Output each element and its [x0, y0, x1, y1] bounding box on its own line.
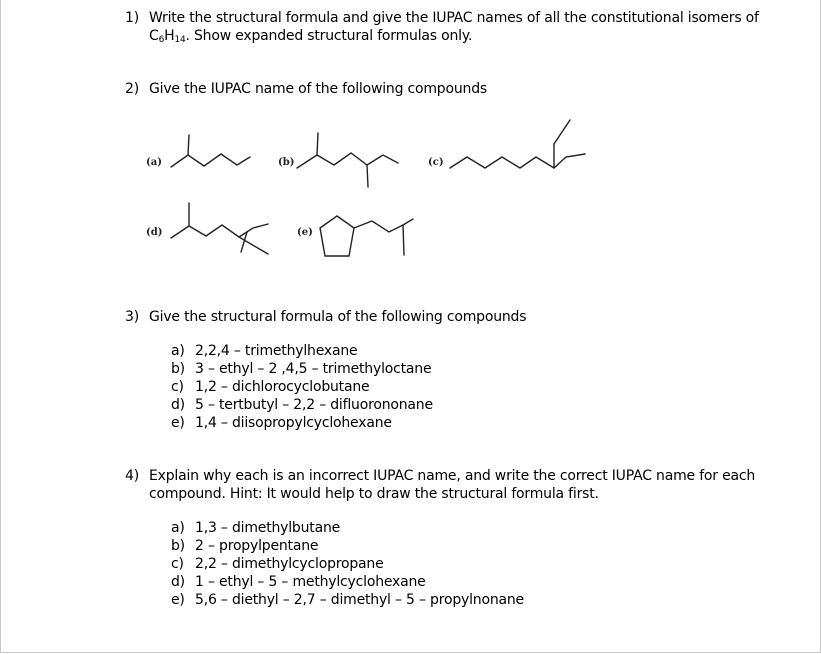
list-item-letter: b): [171, 538, 185, 554]
question-3-number: 3): [125, 309, 139, 325]
list-item-text: 2 – propylpentane: [195, 538, 319, 554]
formula-hydrogen-count: 14: [174, 35, 186, 45]
structure-e-side-chain: [354, 221, 403, 232]
question-4-list: [171, 519, 524, 609]
list-item: [171, 360, 433, 378]
list-item: [171, 519, 524, 537]
formula-hydrogen: H: [164, 28, 175, 44]
list-item-text: 1 – ethyl – 5 – methylcyclohexane: [195, 574, 426, 590]
structure-b-branch-top: [317, 133, 318, 155]
question-3-text: Give the structural formula of the following compounds: [149, 309, 527, 325]
list-item-text: 3 – ethyl – 2 ,4,5 – trimethyloctane: [195, 361, 432, 377]
list-item: [171, 342, 433, 360]
question-2-text: Give the IUPAC name of the following compounds: [149, 81, 487, 97]
structure-b-branch-bottom: [367, 165, 368, 187]
structure-b: [278, 133, 398, 187]
structure-c-branch-tip: [554, 120, 570, 144]
list-item: [171, 414, 433, 432]
formula-carbon-count: 6: [158, 35, 165, 45]
list-item-letter: d): [171, 397, 185, 413]
list-item-text: 1,4 – diisopropylcyclohexane: [195, 415, 392, 431]
list-item: [171, 378, 433, 396]
question-3: [125, 308, 725, 328]
list-item-text: 1,3 – dimethylbutane: [195, 520, 341, 536]
structure-e-branch-down: [403, 225, 404, 255]
list-item-letter: b): [171, 361, 185, 377]
list-item-letter: c): [171, 556, 184, 572]
question-3-list: [171, 342, 433, 432]
structure-d: [146, 203, 268, 254]
question-2-number: 2): [125, 81, 139, 97]
list-item: [171, 537, 524, 555]
list-item-letter: e): [171, 592, 185, 608]
structure-c-label: (c): [428, 157, 444, 168]
list-item-text: 2,2,4 – trimethylhexane: [195, 343, 358, 359]
list-item: [171, 396, 433, 414]
structure-d-label: (d): [146, 227, 163, 238]
structure-a-branch: [188, 135, 189, 155]
list-item-letter: a): [171, 520, 185, 536]
structure-c: [428, 120, 585, 168]
question-1-line-2-rest: . Show expanded structural formulas only.: [185, 28, 473, 44]
structure-b-label: (b): [278, 157, 295, 168]
structure-b-main-chain: [297, 153, 398, 168]
structure-e-cyclopentane-ring: [320, 216, 354, 256]
list-item-letter: a): [171, 343, 185, 359]
structure-a-main-chain: [171, 154, 250, 167]
list-item: [171, 555, 524, 573]
list-item-letter: d): [171, 574, 185, 590]
list-item-letter: c): [171, 379, 184, 395]
question-4-line-1: Explain why each is an incorrect IUPAC name, and write the correct IUPAC name for each: [149, 468, 756, 484]
list-item-text: 1,2 – dichlorocyclobutane: [195, 379, 370, 395]
question-4-number: 4): [125, 468, 139, 484]
structure-c-main-chain: [450, 154, 585, 168]
question-1-number: 1): [125, 10, 139, 26]
structure-a: [146, 135, 250, 168]
list-item: [171, 573, 524, 591]
question-4-line-2: compound. Hint: It would help to draw the structural formula first.: [149, 486, 599, 502]
structure-a-label: (a): [146, 157, 162, 168]
list-item-text: 5 – tertbutyl – 2,2 – difluorononane: [195, 397, 433, 413]
list-item-text: 5,6 – diethyl – 2,7 – dimethyl – 5 – propylnonane: [195, 592, 524, 608]
structure-d-main-chain: [171, 224, 268, 238]
formula-carbon: C: [149, 28, 159, 44]
list-item-letter: e): [171, 415, 185, 431]
structure-e: [297, 216, 413, 256]
structure-e-branch-up: [403, 219, 413, 225]
question-4: [125, 467, 805, 507]
list-item-text: 2,2 – dimethylcyclopropane: [195, 556, 384, 572]
structure-e-label: (e): [297, 227, 313, 238]
list-item: [171, 591, 524, 609]
question-1-line-1: Write the structural formula and give the IUPAC names of all the constitutional isomers of: [149, 10, 759, 26]
